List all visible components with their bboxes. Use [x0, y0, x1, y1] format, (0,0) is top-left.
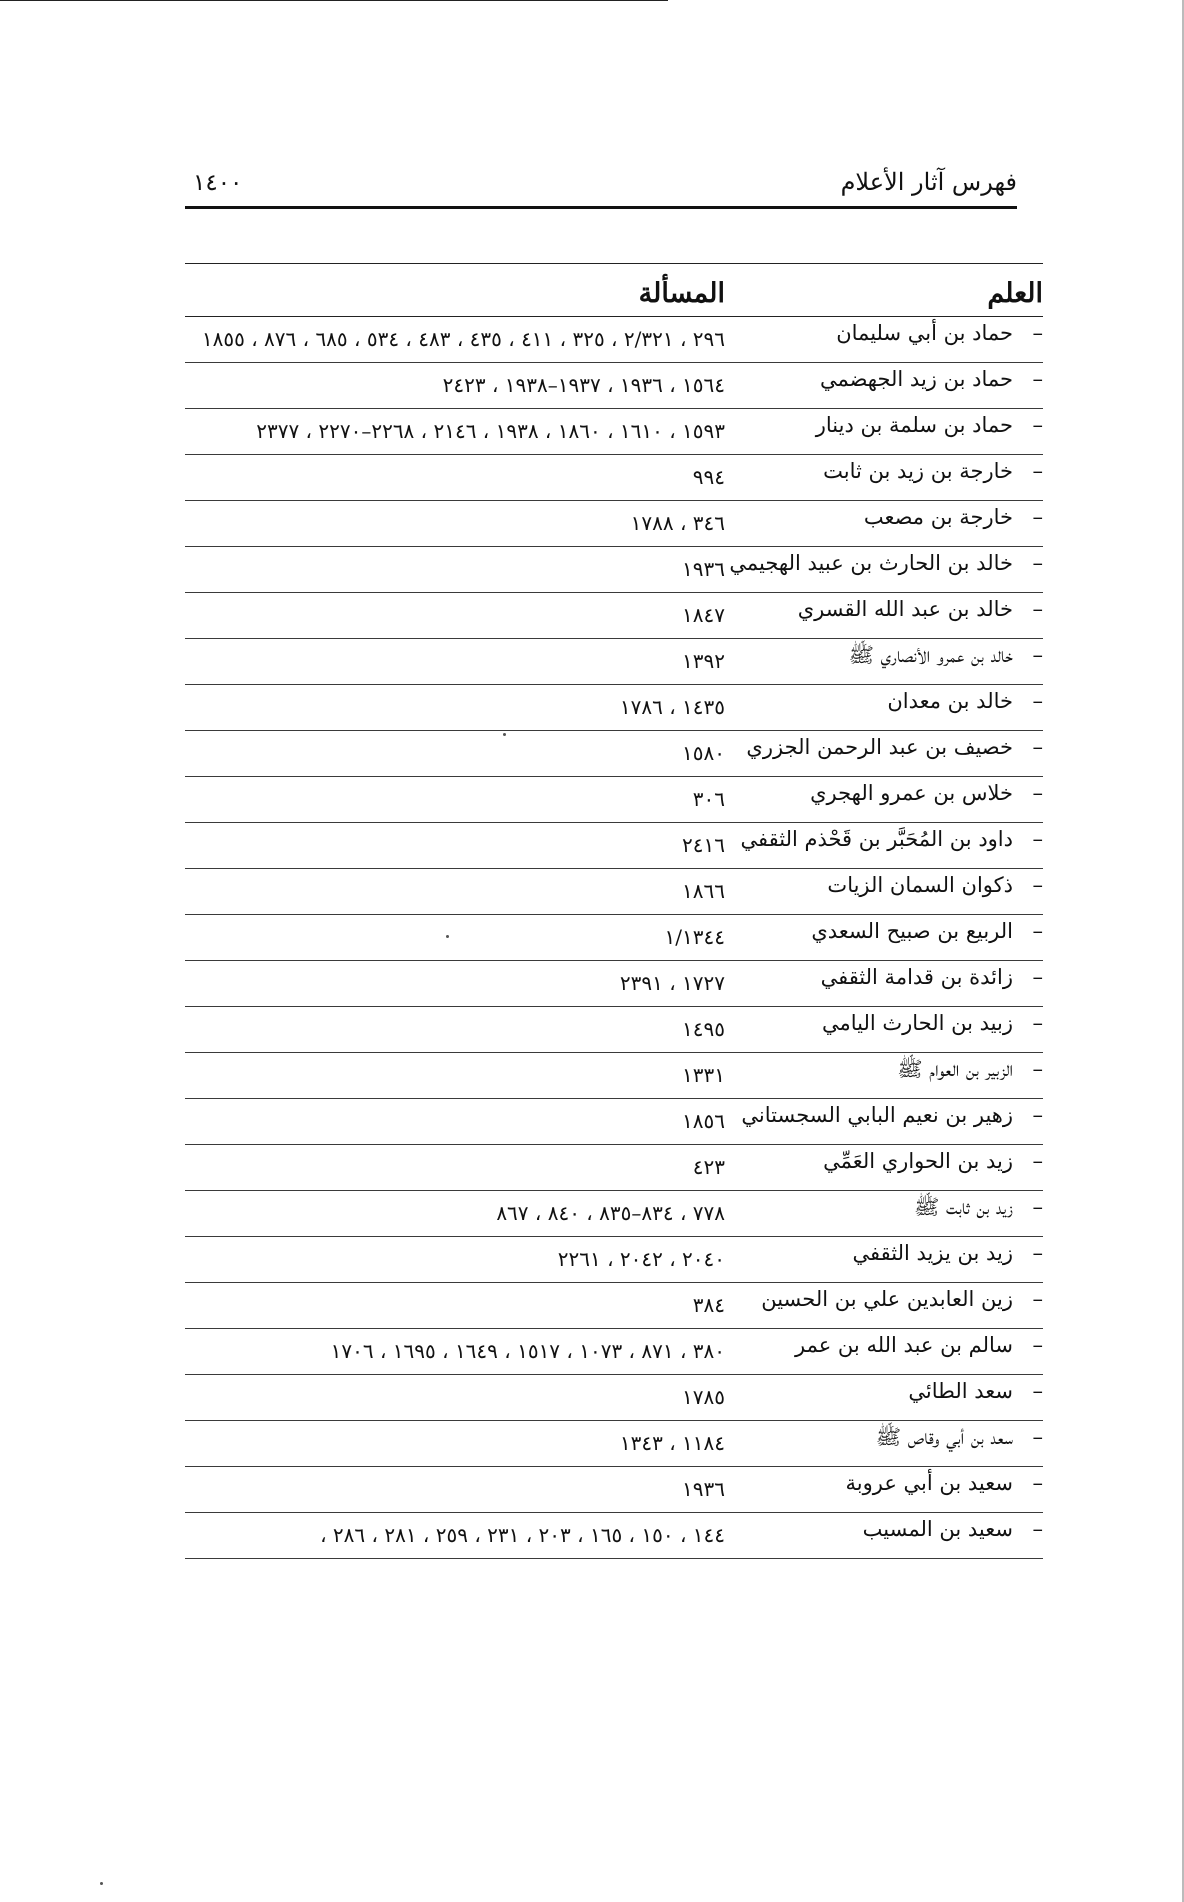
person-name-cell — [725, 1283, 1043, 1329]
person-name: حماد بن سلمة بن دينار — [815, 413, 1013, 437]
person-name: خالد بن الحارث بن عبيد الهجيمي — [729, 551, 1013, 575]
table-row — [185, 1099, 1043, 1145]
table-head — [185, 264, 1043, 317]
table-row — [185, 639, 1043, 685]
entry-dash: – — [1032, 321, 1043, 345]
person-name-cell — [725, 455, 1043, 501]
table-row — [185, 409, 1043, 455]
person-name-cell — [725, 1237, 1043, 1283]
issue-numbers: ١٩٣٦ — [682, 1477, 725, 1501]
person-name-cell — [725, 1053, 1043, 1099]
person-name-cell — [725, 869, 1043, 915]
table-row — [185, 1467, 1043, 1513]
issue-numbers: ١٥٨٠ — [682, 741, 725, 765]
person-name: خالد بن عمرو الأنصاري ﷺ — [848, 643, 1013, 667]
table-body — [185, 317, 1043, 1559]
entry-dash: – — [1032, 1425, 1043, 1449]
print-speck — [100, 1882, 103, 1885]
entry-dash: – — [1032, 1379, 1043, 1403]
issue-numbers: ٢٤١٦ — [682, 833, 725, 857]
table-row — [185, 1007, 1043, 1053]
table-row — [185, 363, 1043, 409]
person-name-cell — [725, 1467, 1043, 1513]
person-name-cell — [725, 363, 1043, 409]
person-name: زيد بن يزيد الثقفي — [852, 1241, 1013, 1265]
issue-numbers: ٧٧٨ ، ٨٣٤–٨٣٥ ، ٨٤٠ ، ٨٦٧ — [496, 1201, 725, 1225]
table-row — [185, 1329, 1043, 1375]
table-row — [185, 1421, 1043, 1467]
person-name-cell — [725, 1329, 1043, 1375]
table-row — [185, 1375, 1043, 1421]
entry-dash: – — [1032, 1103, 1043, 1127]
table-row — [185, 593, 1043, 639]
person-name: الزبير بن العوام ﷺ — [897, 1057, 1013, 1081]
person-name-cell — [725, 1099, 1043, 1145]
entry-dash: – — [1032, 1149, 1043, 1173]
table-row — [185, 317, 1043, 363]
table-row — [185, 731, 1043, 777]
entry-dash: – — [1032, 1057, 1043, 1081]
person-name-cell — [725, 1421, 1043, 1467]
entry-dash: – — [1032, 873, 1043, 897]
issue-numbers: ١٤٣٥ ، ١٧٨٦ — [619, 695, 725, 719]
issue-numbers: ١٧٢٧ ، ٢٣٩١ — [619, 971, 725, 995]
entry-dash: – — [1032, 1195, 1043, 1219]
person-name: زهير بن نعيم البابي السجستاني — [741, 1103, 1013, 1127]
page-number: ١٤٠٠ — [193, 170, 243, 196]
person-name: خالد بن عبد الله القسري — [797, 597, 1013, 621]
person-name-cell — [725, 1007, 1043, 1053]
person-name-cell — [725, 317, 1043, 363]
issue-numbers: ١٤٤ ، ١٥٠ ، ١٦٥ ، ٢٠٣ ، ٢٣١ ، ٢٥٩ ، ٢٨١ ، ٢٨٦ ، — [320, 1523, 725, 1547]
table-row — [185, 1237, 1043, 1283]
person-name-cell — [725, 593, 1043, 639]
issue-numbers: ١٥٩٣ ، ١٦١٠ ، ١٨٦٠ ، ١٩٣٨ ، ٢١٤٦ ، ٢٢٦٨–٢٢٧٠ ، ٢٣٧٧ — [256, 419, 725, 443]
issue-numbers: ١١٨٤ ، ١٣٤٣ — [619, 1431, 725, 1455]
table-row — [185, 915, 1043, 961]
person-name: سالم بن عبد الله بن عمر — [795, 1333, 1013, 1357]
person-name: خالد بن معدان — [887, 689, 1013, 713]
issue-numbers: ١٥٦٤ ، ١٩٣٦ ، ١٩٣٧–١٩٣٨ ، ٢٤٢٣ — [442, 373, 725, 397]
issue-numbers: ١/١٣٤٤ — [664, 925, 725, 949]
issue-numbers: ١٨٤٧ — [682, 603, 725, 627]
entry-dash: – — [1032, 643, 1043, 667]
person-name-cell — [725, 409, 1043, 455]
person-name: الربيع بن صبيح السعدي — [811, 919, 1013, 943]
person-name: خلاس بن عمرو الهجري — [810, 781, 1013, 805]
issue-numbers: ٣٠٦ — [692, 787, 725, 811]
entry-dash: – — [1032, 367, 1043, 391]
issue-numbers: ١٤٩٥ — [682, 1017, 725, 1041]
table-row — [185, 1513, 1043, 1559]
person-name: سعيد بن أبي عروبة — [845, 1471, 1013, 1495]
entry-dash: – — [1032, 1333, 1043, 1357]
person-name: خارجة بن مصعب — [863, 505, 1013, 529]
person-name-cell — [725, 639, 1043, 685]
person-name-cell — [725, 961, 1043, 1007]
person-name-cell — [725, 1145, 1043, 1191]
entry-dash: – — [1032, 735, 1043, 759]
person-name: سعيد بن المسيب — [862, 1517, 1013, 1541]
column-header-row — [185, 264, 1043, 317]
entry-dash: – — [1032, 827, 1043, 851]
column-header-issue: المسألة — [638, 278, 725, 309]
entry-dash: – — [1032, 1287, 1043, 1311]
entry-dash: – — [1032, 1011, 1043, 1035]
entry-dash: – — [1032, 1517, 1043, 1541]
person-name: خارجة بن زيد بن ثابت — [823, 459, 1013, 483]
table-row — [185, 685, 1043, 731]
person-name: سعد بن أبي وقاص ﷺ — [875, 1425, 1013, 1449]
entry-dash: – — [1032, 413, 1043, 437]
person-name: زبيد بن الحارث اليامي — [821, 1011, 1013, 1035]
person-name: زائدة بن قدامة الثقفي — [820, 965, 1013, 989]
issue-numbers: ٤٢٣ — [692, 1155, 725, 1179]
index-table — [185, 263, 1043, 1559]
person-name-cell — [725, 731, 1043, 777]
entry-dash: – — [1032, 459, 1043, 483]
table-row — [185, 455, 1043, 501]
entry-dash: – — [1032, 1241, 1043, 1265]
person-name-cell — [725, 1191, 1043, 1237]
issue-numbers: ٣٨٤ — [692, 1293, 725, 1317]
person-name-cell — [725, 685, 1043, 731]
person-name: سعد الطائي — [908, 1379, 1013, 1403]
table-row — [185, 1053, 1043, 1099]
person-name: حماد بن أبي سليمان — [836, 321, 1013, 345]
table-row — [185, 1283, 1043, 1329]
issue-numbers: ٣٨٠ ، ٨٧١ ، ١٠٧٣ ، ١٥١٧ ، ١٦٤٩ ، ١٦٩٥ ، ١٧٠٦ — [330, 1339, 725, 1363]
person-name-cell — [725, 547, 1043, 593]
issue-numbers: ٢٩٦ ، ٢/٣٢١ ، ٣٢٥ ، ٤١١ ، ٤٣٥ ، ٤٨٣ ، ٥٣٤ ، ٦٨٥ ، ٨٧٦ ، ١٨٥٥ — [201, 327, 725, 351]
person-name: زين العابدين علي بن الحسين — [761, 1287, 1013, 1311]
table-row — [185, 823, 1043, 869]
table-row — [185, 961, 1043, 1007]
table-row — [185, 547, 1043, 593]
top-edge-rule — [0, 0, 668, 1]
person-name-cell — [725, 823, 1043, 869]
entry-dash: – — [1032, 597, 1043, 621]
person-name: زيد بن الحواري العَمِّي — [823, 1149, 1013, 1173]
table-row — [185, 501, 1043, 547]
issue-numbers: ٢٠٤٠ ، ٢٠٤٢ ، ٢٢٦١ — [557, 1247, 725, 1271]
table-row — [185, 1145, 1043, 1191]
entry-dash: – — [1032, 965, 1043, 989]
person-name-cell — [725, 1513, 1043, 1559]
print-speck — [446, 935, 449, 938]
issue-numbers: ٩٩٤ — [692, 465, 725, 489]
person-name-cell — [725, 915, 1043, 961]
person-name: حماد بن زيد الجهضمي — [819, 367, 1013, 391]
entry-dash: – — [1032, 551, 1043, 575]
header-rule — [185, 206, 1017, 209]
issue-numbers: ٣٤٦ ، ١٧٨٨ — [630, 511, 725, 535]
issue-numbers: ١٩٣٦ — [682, 557, 725, 581]
entry-dash: – — [1032, 781, 1043, 805]
person-name-cell — [725, 1375, 1043, 1421]
table-row — [185, 1191, 1043, 1237]
running-title: فهرس آثار الأعلام — [840, 168, 1017, 196]
person-name: زيد بن ثابت ﷺ — [914, 1195, 1013, 1219]
issue-numbers: ١٣٩٢ — [682, 649, 725, 673]
person-name: خصيف بن عبد الرحمن الجزري — [746, 735, 1013, 759]
table-row — [185, 869, 1043, 915]
issue-numbers: ١٧٨٥ — [682, 1385, 725, 1409]
entry-dash: – — [1032, 505, 1043, 529]
issue-numbers: ١٨٥٦ — [682, 1109, 725, 1133]
issue-numbers: ١٣٣١ — [682, 1063, 725, 1087]
issue-numbers: ١٨٦٦ — [682, 879, 725, 903]
running-header — [185, 168, 1017, 206]
person-name-cell — [725, 777, 1043, 823]
entry-dash: – — [1032, 919, 1043, 943]
person-name: داود بن المُحَبَّر بن قَحْذم الثقفي — [740, 827, 1013, 851]
entry-dash: – — [1032, 689, 1043, 713]
person-name: ذكوان السمان الزيات — [827, 873, 1013, 897]
print-speck — [503, 733, 506, 736]
person-name-cell — [725, 501, 1043, 547]
entry-dash: – — [1032, 1471, 1043, 1495]
table-row — [185, 777, 1043, 823]
column-header-name: العلم — [987, 278, 1043, 309]
